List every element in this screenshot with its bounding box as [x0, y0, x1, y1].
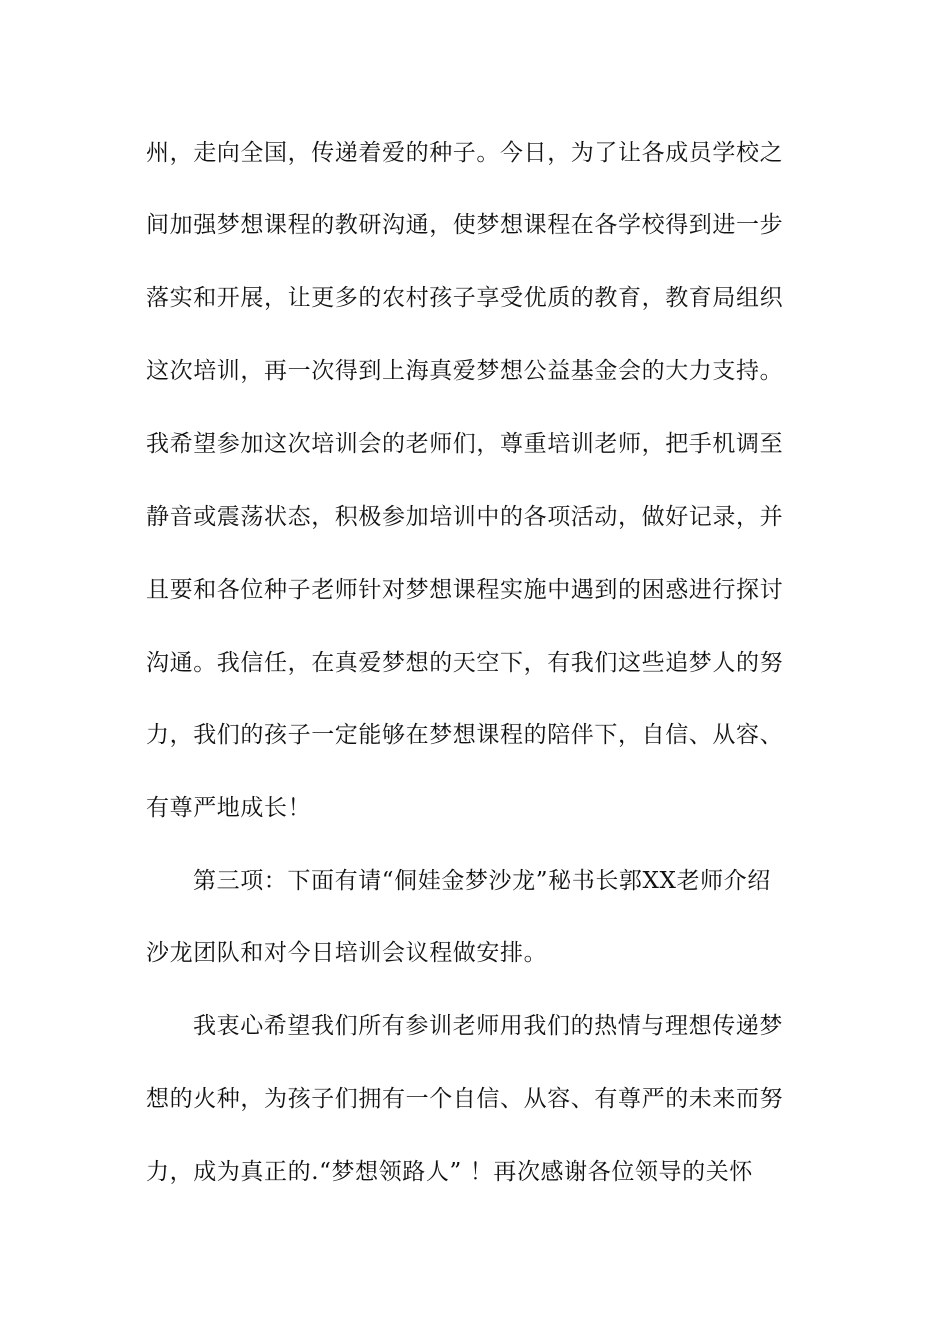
text-line: 第三项：下面有请“侗娃金梦沙龙”秘书长郭XX老师介绍: [193, 868, 771, 894]
text-line: 沟通。我信任，在真爱梦想的天空下，有我们这些追梦人的努: [146, 650, 784, 676]
text-line: 州，走向全国，传递着爱的种子。今日，为了让各成员学校之: [146, 140, 784, 166]
text-line: 这次培训，再一次得到上海真爱梦想公益基金会的大力支持。: [146, 358, 784, 384]
text-line: 想的火种，为孩子们拥有一个自信、从容、有尊严的未来而努: [146, 1086, 784, 1112]
text-line: 静音或震荡状态，积极参加培训中的各项活动，做好记录，并: [146, 504, 784, 530]
text-line: 力，我们的孩子一定能够在梦想课程的陪伴下，自信、从容、: [146, 722, 784, 748]
text-line: 间加强梦想课程的教研沟通，使梦想课程在各学校得到进一步: [146, 212, 784, 238]
text-line: 且要和各位种子老师针对梦想课程实施中遇到的困惑进行探讨: [146, 577, 784, 603]
text-line: 有尊严地成长！: [146, 795, 312, 821]
text-line: 落实和开展，让更多的农村孩子享受优质的教育，教育局组织: [146, 285, 784, 311]
text-line: 我衷心希望我们所有参训老师用我们的热情与理想传递梦: [193, 1013, 783, 1039]
text-line: 我希望参加这次培训会的老师们，尊重培训老师，把手机调至: [146, 431, 784, 457]
text-line: 力，成为真正的.“梦想领路人” ！再次感谢各位领导的关怀: [146, 1159, 753, 1185]
text-line: 沙龙团队和对今日培训会议程做安排。: [146, 940, 548, 966]
